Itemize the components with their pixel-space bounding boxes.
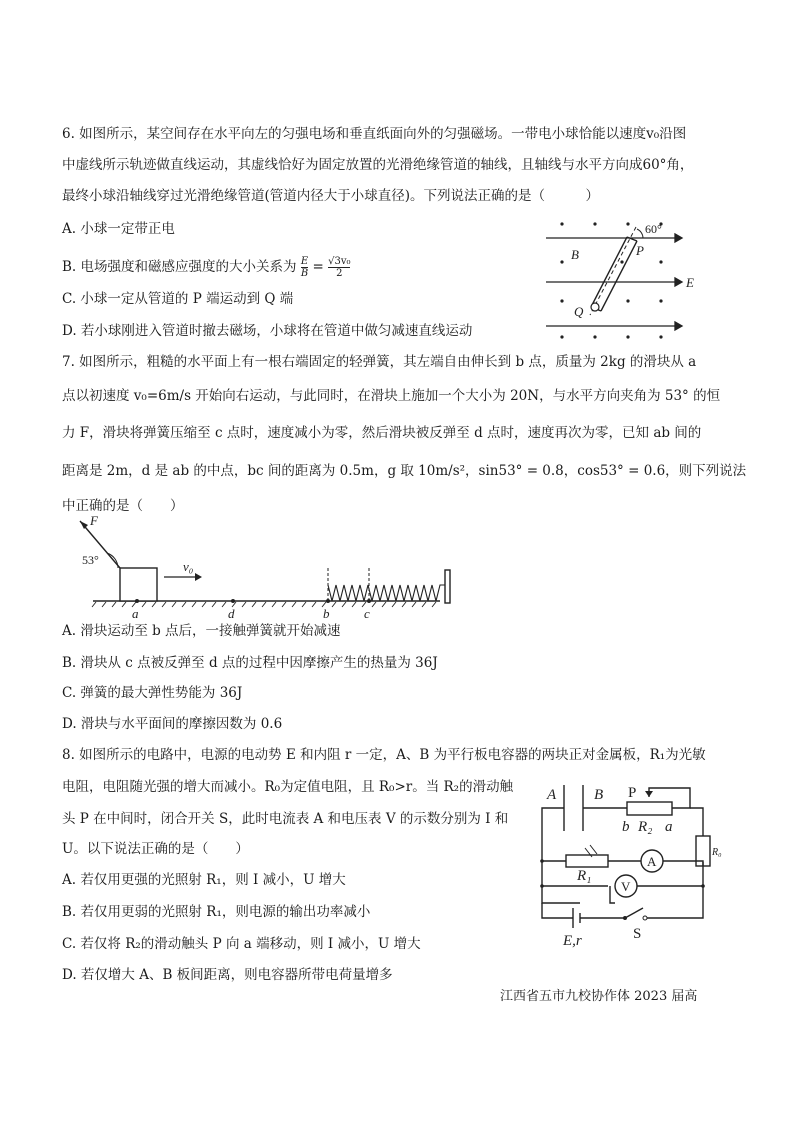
q7-angle-label: 53°: [82, 553, 99, 567]
q8-r2-label: R₂: [638, 819, 653, 835]
q6-e-label: E: [686, 275, 694, 290]
q7-option-d: D. 滑块与水平面间的摩擦因数为 0.6: [62, 716, 283, 732]
q7-spring-diagram: [82, 513, 460, 623]
q8-option-a: A. 若仅用更强的光照射 R₁，则 I 减小，U 增大: [62, 872, 346, 888]
q8-option-b: B. 若仅用更弱的光照射 R₁，则电源的输出功率减小: [62, 904, 371, 920]
q6-option-d: D. 若小球刚进入管道时撤去磁场，小球将在管道中做匀减速直线运动: [62, 323, 473, 339]
footer-source: 江西省五市九校协作体 2023 届高: [500, 989, 698, 1004]
q6-angle-label: 60°: [645, 222, 662, 236]
q7-stem-line4: 距离是 2m，d 是 ab 的中点，bc 间的距离为 0.5m，g 取 10m/s²，sin53° = 0.8，cos53° = 0.6，则下列说法: [62, 463, 747, 479]
q6-stem-line2: 中虚线所示轨迹做直线运动，其虚线恰好为固定放置的光滑绝缘管道的轴线，且轴线与水平方向成60°角，: [62, 157, 694, 173]
q6-q-label: Q: [574, 304, 584, 319]
q7-point-c: c: [364, 606, 370, 621]
q6-stem-line3: 最终小球沿轴线穿过光滑绝缘管道(管道内径大于小球直径)。下列说法正确的是（ ）: [62, 188, 600, 204]
q6-stem-line1: 6. 如图所示，某空间存在水平向左的匀强电场和垂直纸面向外的匀强磁场。一带电小球恰能以速度v₀沿图: [62, 126, 687, 142]
q8-r1-label: R₁: [577, 868, 592, 884]
q8-circuit-diagram: [530, 778, 730, 968]
q6-option-a: A. 小球一定带正电: [62, 221, 175, 237]
q8-end-b-label: b: [622, 819, 630, 835]
q7-point-a: a: [132, 606, 139, 621]
q7-option-b: B. 滑块从 c 点被反弹至 d 点的过程中因摩擦产生的热量为 36J: [62, 655, 438, 671]
q7-force-label: F: [90, 513, 98, 528]
q7-stem-line1: 7. 如图所示，粗糙的水平面上有一根右端固定的轻弹簧，其左端自由伸长到 b 点，质量为 2kg 的滑块从 a: [62, 354, 697, 370]
q8-stem-line2: 电阻，电阻随光强的增大而减小。R₀为定值电阻，且 R₀>r。当 R₂的滑动触: [62, 779, 514, 795]
ammeter-icon: A: [647, 854, 657, 869]
q7-stem-line5: 中正确的是（ ）: [62, 498, 184, 514]
q8-end-a-label: a: [665, 819, 673, 835]
q7-option-c: C. 弹簧的最大弹性势能为 36J: [62, 685, 243, 701]
q8-source-label: E,r: [563, 933, 582, 949]
q8-option-c: C. 若仅将 R₂的滑动触头 P 向 a 端移动，则 I 减小，U 增大: [62, 936, 421, 952]
q8-stem-line3: 头 P 在中间时，闭合开关 S，此时电流表 A 和电压表 V 的示数分别为 I 和: [62, 811, 509, 827]
voltmeter-icon: V: [621, 879, 631, 894]
q8-stem-line4: U。以下说法正确的是（ ）: [62, 841, 249, 857]
q8-stem-line1: 8. 如图所示的电路中，电源的电动势 E 和内阻 r 一定，A、B 为平行板电容器的两块正对金属板，R₁为光敏: [62, 747, 706, 763]
q8-r0-label: R₀: [712, 847, 722, 858]
q7-option-a: A. 滑块运动至 b 点后，一接触弹簧就开始减速: [62, 623, 341, 639]
q8-switch-label: S: [633, 926, 642, 942]
q6-option-c: C. 小球一定从管道的 P 端运动到 Q 端: [62, 291, 294, 307]
q7-stem-line2: 点以初速度 v₀=6m/s 开始向右运动，与此同时，在滑块上施加一个大小为 20N，与水平方向夹角为 53° 的恒: [62, 388, 721, 404]
q7-point-d: d: [228, 606, 235, 621]
q8-plate-a-label: A: [547, 787, 557, 803]
q6-field-diagram: [540, 215, 700, 340]
q7-velocity-label: v₀: [183, 559, 194, 574]
q6-p-label: P: [636, 243, 644, 258]
q7-point-b: b: [323, 606, 330, 621]
q8-slider-p-label: P: [628, 785, 637, 801]
q8-plate-b-label: B: [594, 787, 604, 803]
q6-option-b: B. 电场强度和磁感应强度的大小关系为 $\frac{E}{B}$ = $\frac{\text{√3v₀}}{2}$: [62, 256, 351, 279]
q6-b-label: B: [571, 247, 579, 262]
q7-stem-line3: 力 F，滑块将弹簧压缩至 c 点时，速度减小为零，然后滑块被反弹至 d 点时，速度再次为零，已知 ab 间的: [62, 425, 702, 441]
q8-option-d: D. 若仅增大 A、B 板间距离，则电容器所带电荷量增多: [62, 967, 393, 983]
